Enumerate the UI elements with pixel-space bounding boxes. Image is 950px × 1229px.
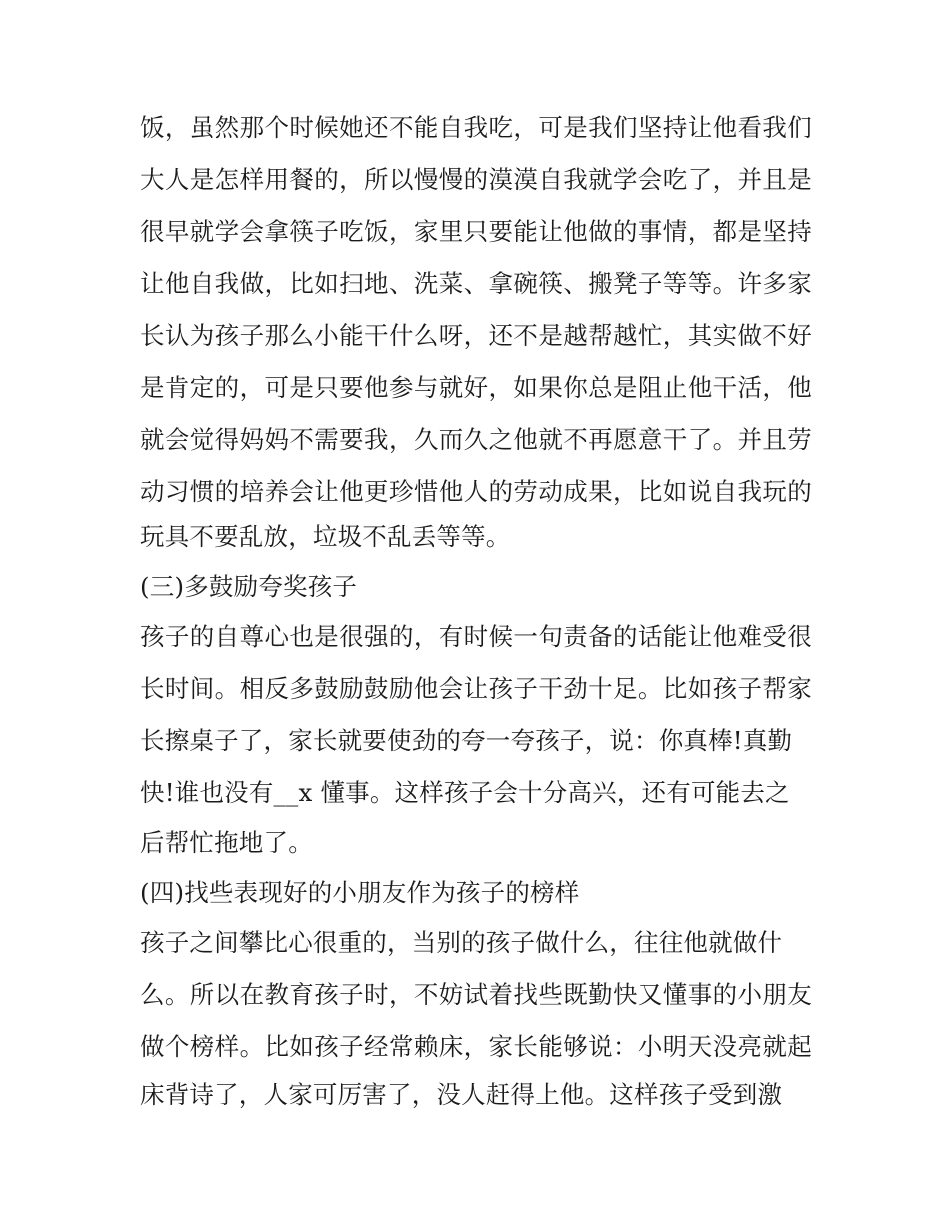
text-line: 长擦桌子了，家长就要使劲的夸一夸孩子，说：你真棒!真勤 — [140, 726, 793, 755]
text-line: 长认为孩子那么小能干什么呀，还不是越帮越忙，其实做不好 — [140, 321, 812, 350]
text-line: 动习惯的培养会让他更珍惜他人的劳动成果，比如说自我玩的 — [140, 477, 812, 506]
text-line: 很早就学会拿筷子吃饭，家里只要能让他做的事情，都是坚持 — [140, 217, 812, 246]
text-line: 就会觉得妈妈不需要我，久而久之他就不再愿意干了。并且劳 — [140, 425, 812, 454]
text-line: 做个榜样。比如孩子经常赖床，家长能够说：小明天没亮就起 — [140, 1032, 812, 1061]
text-line: 玩具不要乱放，垃圾不乱丢等等。 — [140, 522, 511, 551]
text-line: 孩子之间攀比心很重的，当别的孩子做什么，往往他就做什 — [140, 928, 783, 957]
text-line: 孩子的自尊心也是很强的，有时候一句责备的话能让他难受很 — [140, 622, 812, 651]
text-line: 饭，虽然那个时候她还不能自我吃，可是我们坚持让他看我们 — [140, 113, 812, 142]
text-line: 长时间。相反多鼓励鼓励他会让孩子干劲十足。比如孩子帮家 — [140, 674, 812, 703]
section-heading: (三)多鼓励夸奖孩子 — [140, 572, 358, 601]
text-line: 是肯定的，可是只要他参与就好，如果你总是阻止他干活，他 — [140, 373, 812, 402]
text-line: 让他自我做，比如扫地、洗菜、拿碗筷、搬凳子等等。许多家 — [140, 269, 812, 298]
section-heading: (四)找些表现好的小朋友作为孩子的榜样 — [140, 878, 580, 907]
text-line: 床背诗了，人家可厉害了，没人赶得上他。这样孩子受到激 — [140, 1080, 783, 1109]
text-line: 大人是怎样用餐的，所以慢慢的漠漠自我就学会吃了，并且是 — [140, 165, 812, 194]
text-line: 么。所以在教育孩子时，不妨试着找些既勤快又懂事的小朋友 — [140, 980, 812, 1009]
text-line: 后帮忙拖地了。 — [140, 828, 313, 857]
text-line: 快!谁也没有__x 懂事。这样孩子会十分高兴，还有可能去之 — [140, 778, 790, 807]
